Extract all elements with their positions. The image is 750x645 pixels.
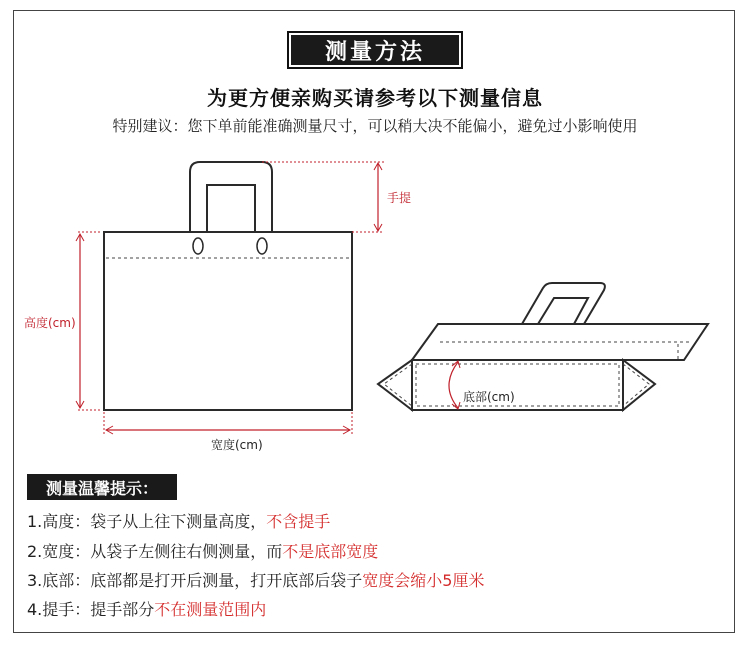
front-bag-illustration (104, 162, 352, 410)
height-measure-guide (76, 232, 102, 410)
page-title: 测量方法 (291, 35, 459, 65)
subtitle: 为更方便亲购买请参考以下测量信息 (207, 86, 543, 110)
handle-label: 手提 (387, 191, 412, 205)
title-banner (287, 31, 463, 69)
bottom-bag-illustration (378, 283, 708, 410)
bottom-label: 底部(cm) (463, 390, 515, 404)
width-label: 宽度(cm) (211, 438, 263, 452)
measurement-diagram (0, 150, 750, 470)
tip-width: 2.宽度：从袋子左侧往右侧测量，而不是底部宽度 (27, 542, 379, 561)
handle-measure-guide (262, 162, 384, 232)
tip-handle-highlight: 不在测量范围内 (154, 600, 267, 619)
tip-bottom-highlight: 宽度会缩小5厘米 (362, 571, 485, 590)
tip-height-highlight: 不含提手 (266, 512, 331, 531)
tip-handle: 4.提手：提手部分不在测量范围内 (27, 600, 267, 619)
width-measure-guide (104, 412, 352, 436)
tip-width-highlight: 不是底部宽度 (282, 542, 379, 561)
tips-heading: 测量温馨提示： (27, 474, 177, 500)
tip-height: 1.高度：袋子从上往下测量高度，不含提手 (27, 512, 331, 531)
advice-text: 特别建议：您下单前能准确测量尺寸，可以稍大决不能偏小，避免过小影响使用 (112, 117, 638, 135)
tip-bottom: 3.底部：底部都是打开后测量，打开底部后袋子宽度会缩小5厘米 (27, 571, 485, 590)
height-label: 高度(cm) (24, 316, 76, 330)
